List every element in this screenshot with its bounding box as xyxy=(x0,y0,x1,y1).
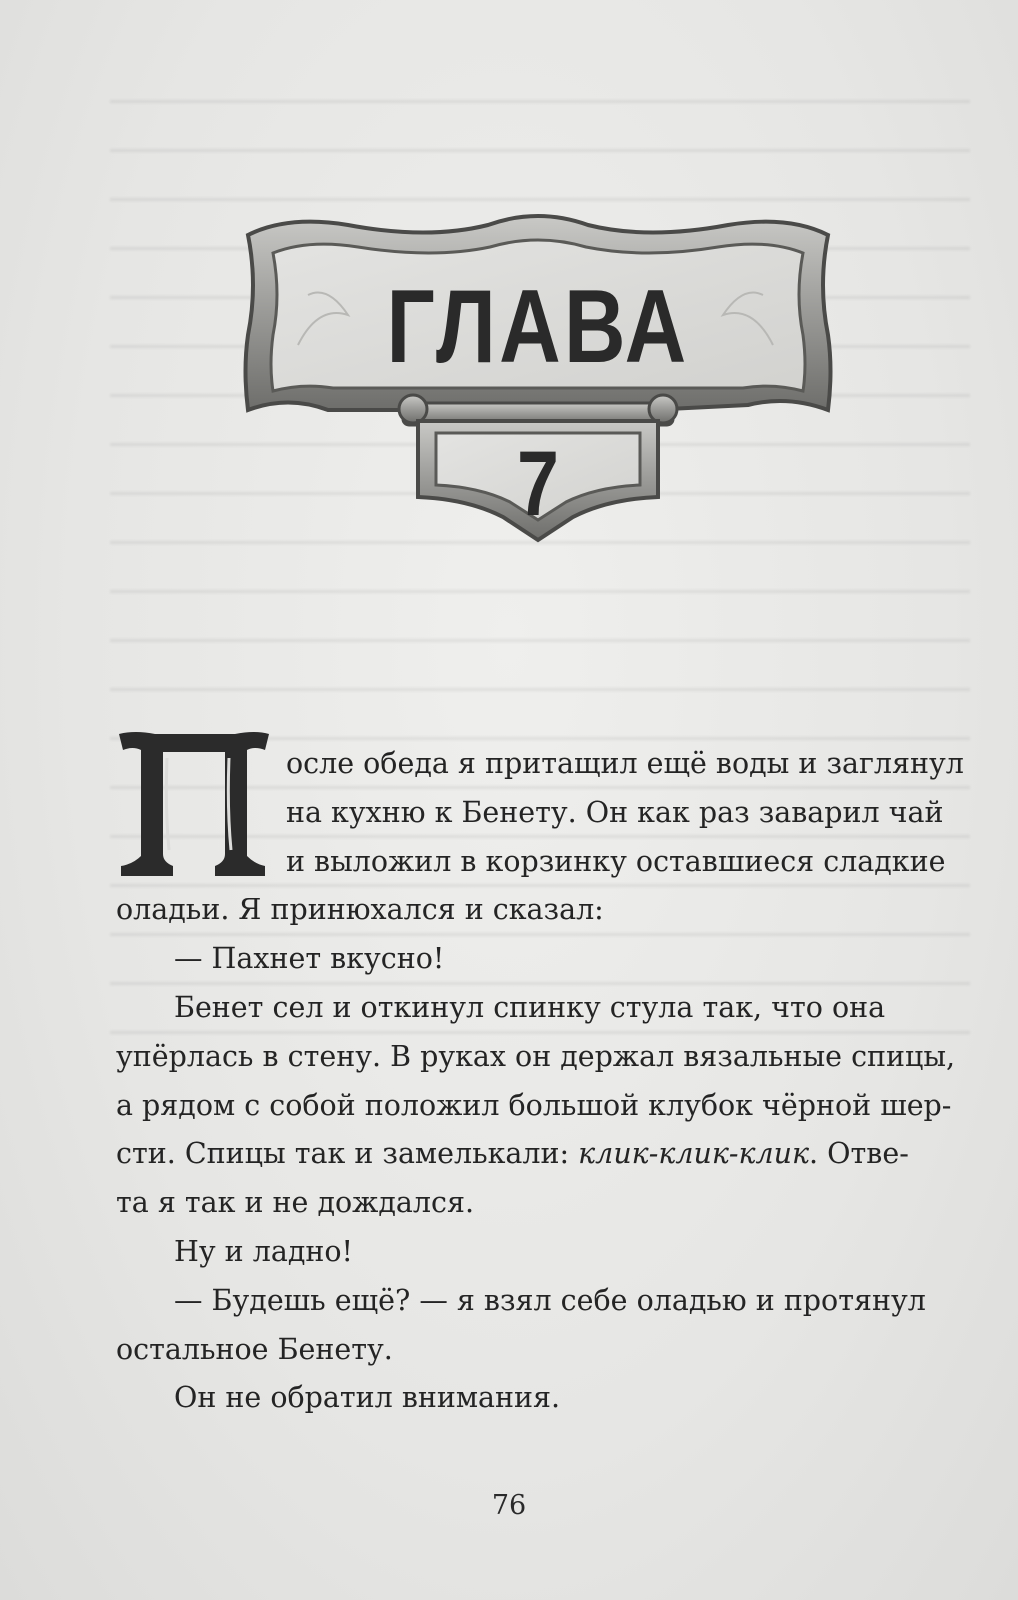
text-line: сти. Спицы так и замелькали: клик-клик-клик. Отве- xyxy=(116,1137,909,1171)
text-line: Ну и ладно! xyxy=(174,1234,353,1268)
chapter-title: ГЛАВА xyxy=(386,269,690,385)
page-number: 76 xyxy=(491,1490,527,1521)
text-line: а рядом с собой положил большой клубок чёрной шер- xyxy=(116,1088,952,1122)
text-line: оладьи. Я принюхался и сказал: xyxy=(116,893,604,927)
chapter-number: 7 xyxy=(517,433,559,535)
dialogue-line: — Будешь ещё? — я взял себе оладью и протянул xyxy=(174,1283,926,1317)
text-line: Он не обратил внимания. xyxy=(174,1381,561,1415)
dialogue-line: — Пахнет вкусно! xyxy=(174,942,445,976)
body-text xyxy=(116,740,972,1423)
text-line: упёрлась в стену. В руках он держал вязальные спицы, xyxy=(116,1039,956,1073)
text-line: и выложил в корзинку оставшиеся сладкие xyxy=(286,844,946,878)
onomatopoeia: клик-клик-клик xyxy=(578,1137,810,1171)
text-line: осле обеда я притащил ещё воды и заглянул xyxy=(286,747,964,780)
text-line: та я так и не дождался. xyxy=(116,1186,475,1220)
text-line: на кухню к Бенету. Он как раз заварил чай xyxy=(286,795,944,829)
text-line: остальное Бенету. xyxy=(116,1332,393,1366)
text-line: Бенет сел и откинул спинку стула так, что она xyxy=(174,990,886,1024)
